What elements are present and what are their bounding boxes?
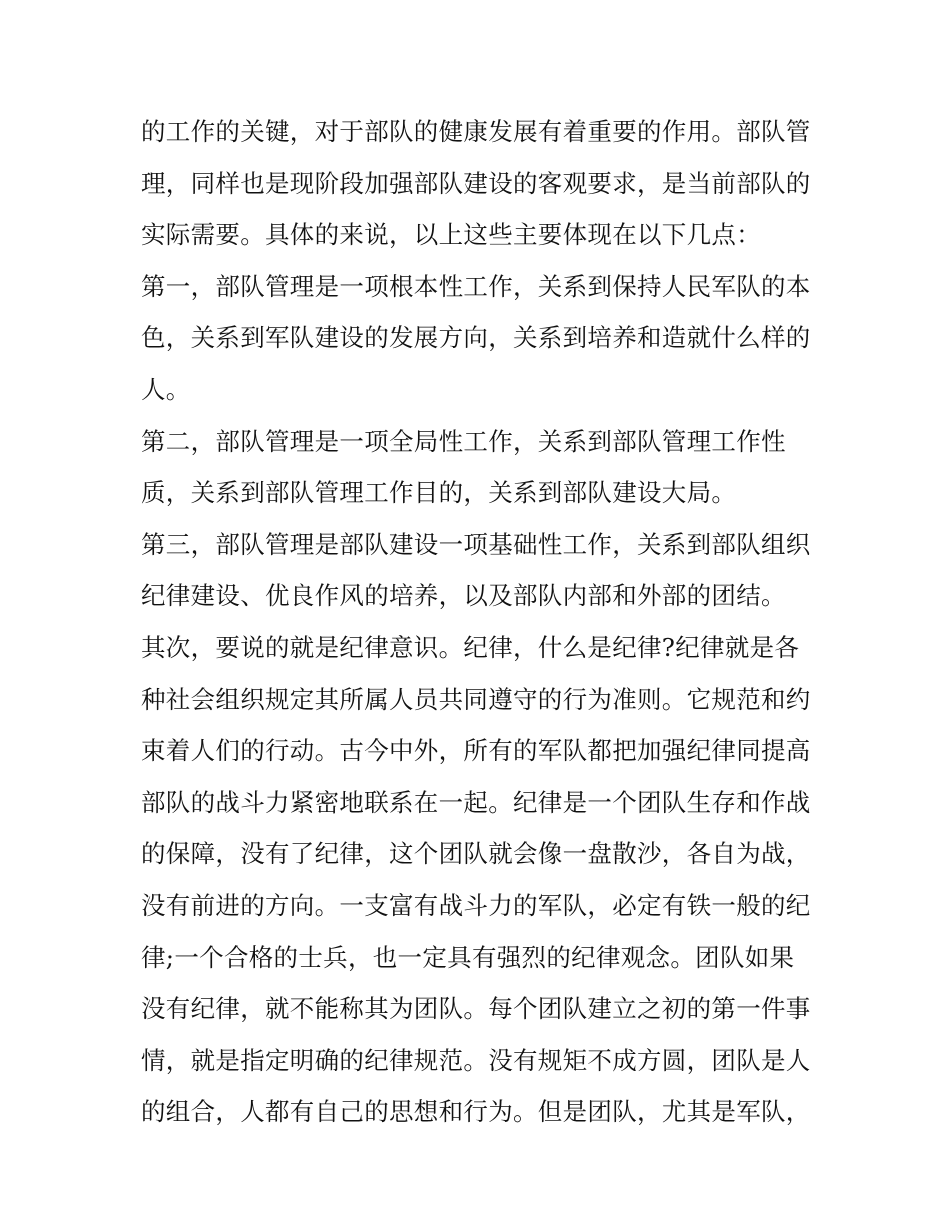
text-line: 没有前进的方向。一支富有战斗力的军队，必定有铁一般的纪 xyxy=(141,890,811,920)
body-text xyxy=(141,106,821,1138)
text-line: 质，关系到部队管理工作目的，关系到部队建设大局。 xyxy=(141,478,737,508)
text-line: 纪律建设、优良作风的培养，以及部队内部和外部的团结。 xyxy=(141,581,786,611)
text-line: 种社会组织规定其所属人员共同遵守的行为准则。它规范和约 xyxy=(141,684,811,714)
text-line: 第一，部队管理是一项根本性工作，关系到保持人民军队的本 xyxy=(141,271,811,301)
text-line: 的组合，人都有自己的思想和行为。但是团队，尤其是军队， xyxy=(141,1097,811,1127)
text-line: 色，关系到军队建设的发展方向，关系到培养和造就什么样的 xyxy=(141,323,811,353)
text-line: 理，同样也是现阶段加强部队建设的客观要求，是当前部队的 xyxy=(141,168,811,198)
text-line: 律;一个合格的士兵，也一定具有强烈的纪律观念。团队如果 xyxy=(141,942,795,972)
text-line: 部队的战斗力紧密地联系在一起。纪律是一个团队生存和作战 xyxy=(141,787,811,817)
text-line: 的工作的关键，对于部队的健康发展有着重要的作用。部队管 xyxy=(141,117,811,146)
text-line: 情，就是指定明确的纪律规范。没有规矩不成方圆，团队是人 xyxy=(141,1045,811,1075)
text-line: 的保障，没有了纪律，这个团队就会像一盘散沙，各自为战， xyxy=(141,839,811,869)
text-line: 实际需要。具体的来说，以上这些主要体现在以下几点： xyxy=(141,220,761,250)
text-line: 第二，部队管理是一项全局性工作，关系到部队管理工作性 xyxy=(141,426,786,456)
text-line: 没有纪律，就不能称其为团队。每个团队建立之初的第一件事 xyxy=(141,994,811,1024)
text-line: 束着人们的行动。古今中外，所有的军队都把加强纪律同提高 xyxy=(141,736,811,766)
text-line: 其次，要说的就是纪律意识。纪律，什么是纪律?纪律就是各 xyxy=(141,632,800,662)
text-line: 人。 xyxy=(141,374,191,404)
text-line: 第三，部队管理是部队建设一项基础性工作，关系到部队组织 xyxy=(141,529,811,559)
